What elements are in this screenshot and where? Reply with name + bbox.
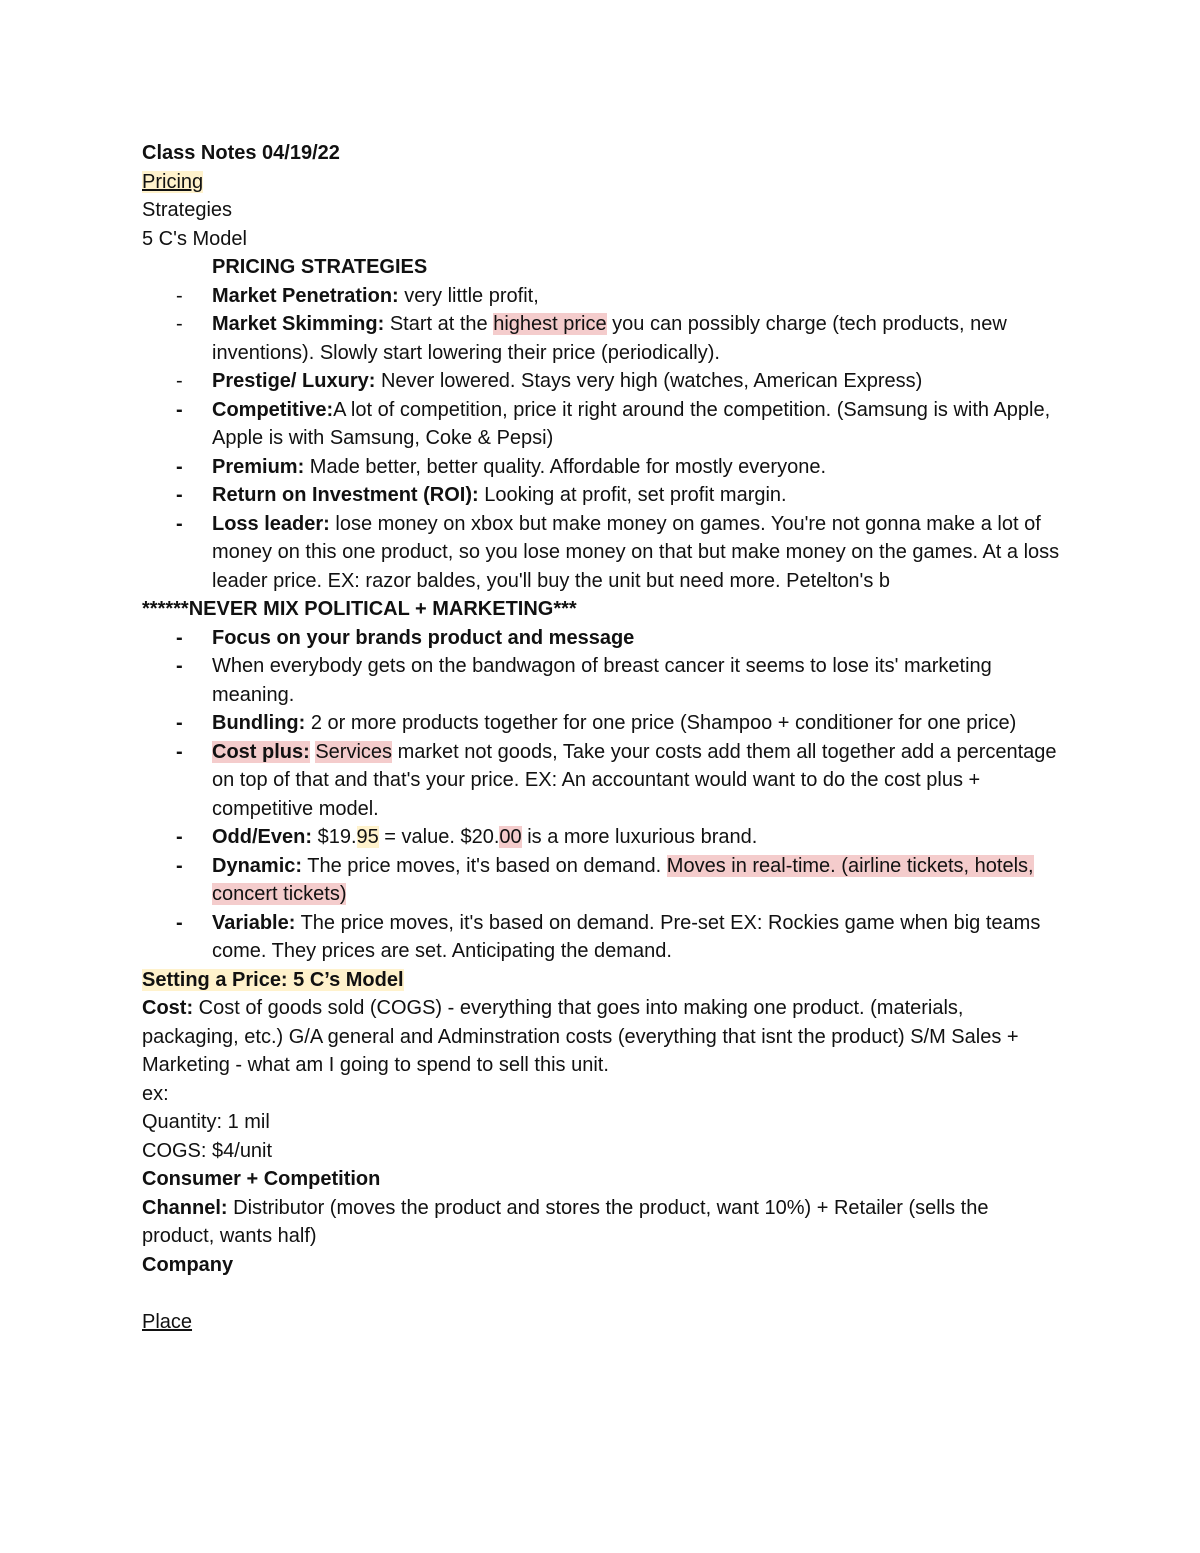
- list-item: - Odd/Even: $19.95 = value. $20.00 is a more luxurious brand.: [176, 826, 758, 848]
- list-item: - Competitive:A lot of competition, price it right around the competition. (Samsung is with Apple, Apple is with Samsung, Coke & Pepsi): [176, 398, 1051, 449]
- consumer-heading: Consumer + Competition: [142, 1168, 381, 1190]
- list-item: - Loss leader: lose money on xbox but make money on games. You're not gonna make a lot of money on this one product, so you lose money on that but make money on the games. At a loss leader price. EX: razor baldes, you'll buy the unit but need more. Petelton's b: [176, 512, 1060, 592]
- blank-line: [142, 1279, 1062, 1308]
- more-strategies-list: [142, 624, 1062, 966]
- setting-heading: Setting a Price: 5 C’s Model: [142, 968, 404, 991]
- quantity-line: Quantity: 1 mil: [142, 1111, 270, 1133]
- notes-page: [142, 139, 1062, 1336]
- list-item: - When everybody gets on the bandwagon of breast cancer it seems to lose its' marketing meaning.: [176, 655, 992, 706]
- list-item: - Market Penetration: very little profit,: [176, 284, 539, 307]
- list-item: - Market Skimming: Start at the highest price you can possibly charge (tech products, new inventions). Slowly start lowering their price (periodically).: [176, 313, 1007, 364]
- list-item: - Bundling: 2 or more products together for one price (Shampoo + conditioner for one price): [176, 712, 1017, 734]
- strategies-list: [142, 282, 1062, 596]
- subtopic-5cs: 5 C's Model: [142, 227, 247, 250]
- list-item: - Return on Investment (ROI): Looking at profit, set profit margin.: [176, 484, 787, 506]
- topic-heading: Pricing: [142, 170, 204, 193]
- strategies-heading: PRICING STRATEGIES: [212, 256, 428, 278]
- company-heading: Company: [142, 1253, 234, 1276]
- list-item: - Variable: The price moves, it's based on demand. Pre-set EX: Rockies game when big teams come. They prices are set. Anticipating the demand.: [176, 911, 1041, 962]
- list-item: - Prestige/ Luxury: Never lowered. Stays very high (watches, American Express): [176, 370, 923, 392]
- subtopic-strategies: Strategies: [142, 199, 233, 221]
- cost-paragraph: Cost: Cost of goods sold (COGS) - everything that goes into making one product. (materials, packaging, etc.) G/A general and Adminstration costs (everything that isnt the product) S/M Sales + Marketing - what am I going to spend to sell this unit.: [142, 997, 1019, 1076]
- cogs-line: COGS: $4/unit: [142, 1139, 273, 1162]
- list-item: - Premium: Made better, better quality. Affordable for mostly everyone.: [176, 455, 827, 478]
- warning-line: ******NEVER MIX POLITICAL + MARKETING***: [142, 598, 577, 620]
- list-item: - Cost plus: Services market not goods, Take your costs add them all together add a percentage on top of that and that's your price. EX: An accountant would want to do the cost plus + competitive model.: [176, 740, 1057, 820]
- place-heading: Place: [142, 1310, 193, 1333]
- ex-line: ex:: [142, 1082, 169, 1105]
- page-title: Class Notes 04/19/22: [142, 142, 340, 164]
- channel-paragraph: Channel: Distributor (moves the product and stores the product, want 10%) + Retailer (sells the product, wants half): [142, 1196, 989, 1247]
- list-item: - Dynamic: The price moves, it's based on demand. Moves in real-time. (airline tickets, hotels, concert tickets): [176, 854, 1034, 905]
- list-item: - Focus on your brands product and message: [176, 626, 635, 649]
